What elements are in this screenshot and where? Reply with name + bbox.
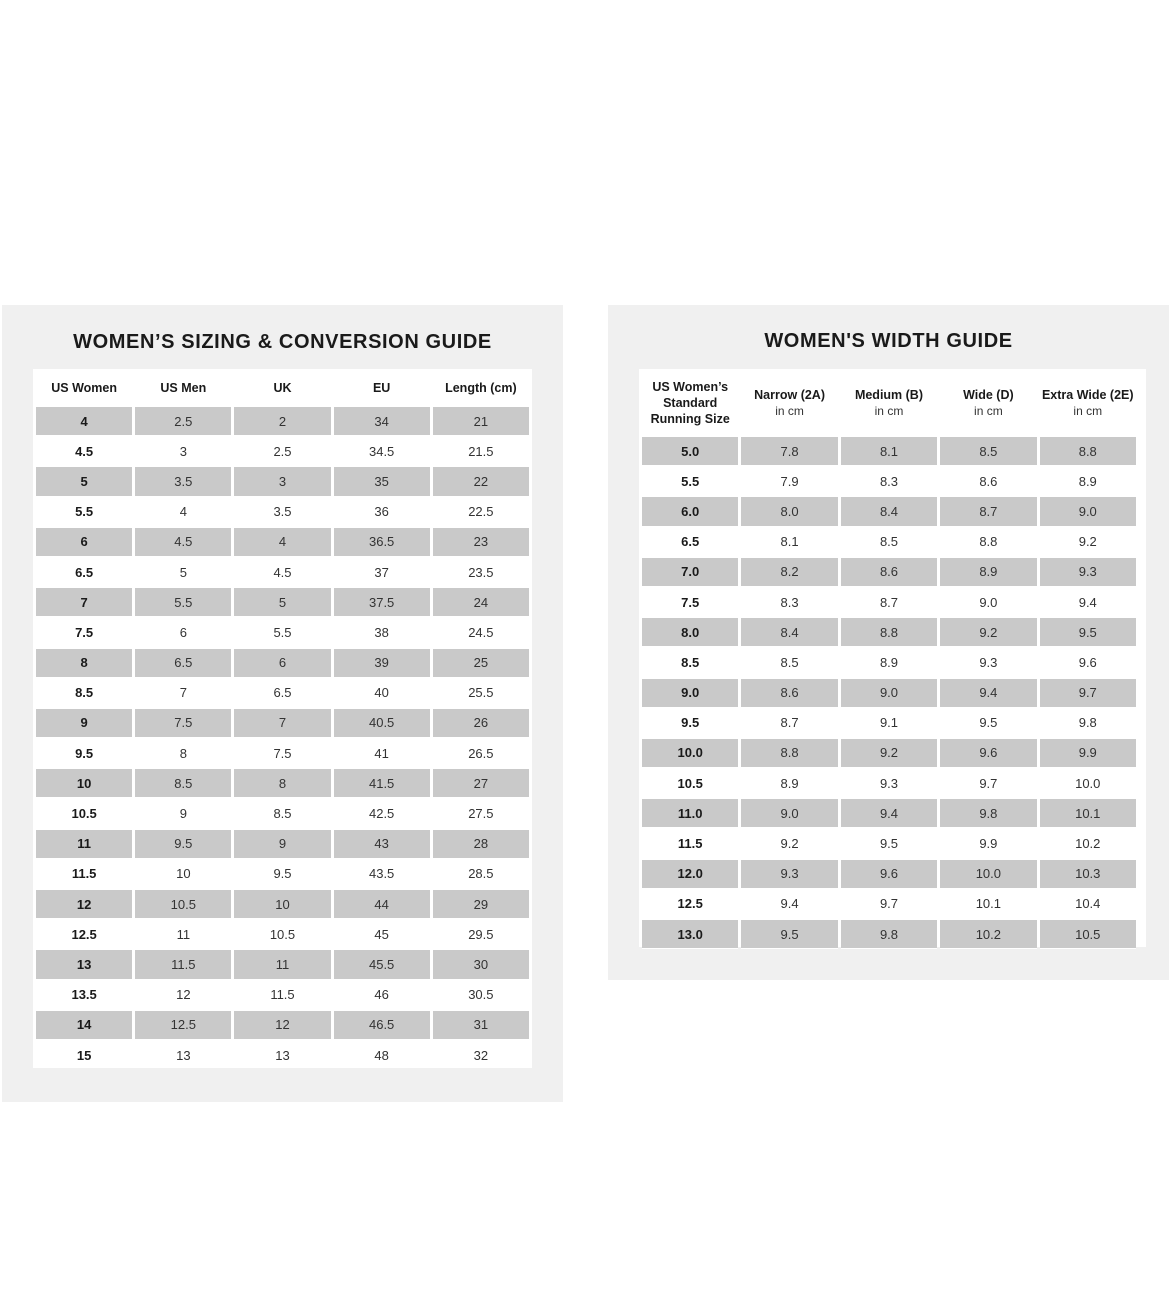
width-table-cell: 10.0 xyxy=(940,859,1036,889)
sizing-table-cell: 5 xyxy=(179,564,187,580)
width-table-cell: 9.2 xyxy=(780,836,799,852)
sizing-table-cell: 13 xyxy=(176,1047,191,1063)
width-table-cell: 8.9 xyxy=(879,654,899,670)
width-table-cell: 9.5 xyxy=(979,715,998,731)
sizing-table-cell: 12 xyxy=(176,987,191,1003)
sizing-table-cell: 13 xyxy=(275,1047,290,1063)
sizing-table-cell: 5.5 xyxy=(273,624,292,640)
sizing-table-row xyxy=(36,829,529,859)
width-table-header-row xyxy=(642,369,1136,436)
sizing-table-cell: 6.5 xyxy=(273,685,292,701)
sizing-table-cell: 11 xyxy=(176,926,191,942)
width-table-cell: 9.8 xyxy=(940,798,1036,828)
width-table-cell: 12.0 xyxy=(642,859,738,889)
sizing-table-row xyxy=(36,406,529,436)
sizing-table-cell: 8 xyxy=(36,648,132,678)
sizing-table-row xyxy=(36,768,529,798)
width-table-cell: 9.1 xyxy=(879,715,899,731)
width-table-cell: 9.4 xyxy=(940,678,1036,708)
width-table-cell: 9.7 xyxy=(879,896,899,912)
sizing-table-row xyxy=(36,708,529,738)
sizing-table-cell: 39 xyxy=(334,648,430,678)
width-table-row xyxy=(642,768,1136,798)
width-table-cell: 9.0 xyxy=(642,678,738,708)
width-header-label: Narrow (2A) xyxy=(754,387,825,402)
width-table-cell: 9.2 xyxy=(1078,534,1097,550)
width-table-cell: 6.5 xyxy=(681,534,700,550)
sizing-table-cell: 7 xyxy=(36,587,132,617)
sizing-table-cell: 46.5 xyxy=(334,1010,430,1040)
sizing-table-cell: 35 xyxy=(334,466,430,496)
width-table-cell: 9.5 xyxy=(681,715,700,731)
sizing-table-cell: 31 xyxy=(433,1010,529,1040)
width-table-cell: 10.1 xyxy=(1040,798,1136,828)
sizing-table-cell: 13.5 xyxy=(71,987,97,1003)
sizing-table-cell: 28.5 xyxy=(468,866,494,882)
sizing-table-cell: 38 xyxy=(374,624,389,640)
sizing-table-header-row xyxy=(36,369,529,406)
width-table-cell: 9.2 xyxy=(940,617,1036,647)
width-table-cell: 9.7 xyxy=(1040,678,1136,708)
width-table-cell: 8.4 xyxy=(741,617,837,647)
width-table-cell: 8.9 xyxy=(940,557,1036,587)
sizing-table-cell: 2.5 xyxy=(135,406,231,436)
width-table-cell: 8.8 xyxy=(841,617,937,647)
width-table-cell: 9.5 xyxy=(741,919,837,949)
width-header-unit: in cm xyxy=(1073,403,1103,418)
sizing-table-cell: 11 xyxy=(36,829,132,859)
sizing-table-cell: 2 xyxy=(234,406,330,436)
width-table-cell: 8.5 xyxy=(780,654,799,670)
sizing-table-cell: 26.5 xyxy=(468,745,494,761)
width-table-cell: 9.4 xyxy=(780,896,799,912)
sizing-table-row xyxy=(36,798,529,828)
width-table-cell: 10.0 xyxy=(642,738,738,768)
sizing-table-cell: 10.5 xyxy=(269,926,296,942)
sizing-table-cell: 22.5 xyxy=(468,504,494,520)
sizing-table-cell: 7.5 xyxy=(273,745,292,761)
sizing-table-cell: 9.5 xyxy=(75,745,94,761)
sizing-table-cell: 5 xyxy=(36,466,132,496)
sizing-table-cell: 9.5 xyxy=(135,829,231,859)
sizing-table-row xyxy=(36,617,529,647)
sizing-table-cell: 6 xyxy=(234,648,330,678)
sizing-table-cell: 24.5 xyxy=(468,624,494,640)
sizing-table-cell: 10 xyxy=(234,889,330,919)
sizing-table-cell: 45 xyxy=(374,926,389,942)
width-table-cell: 8.2 xyxy=(741,557,837,587)
width-table-cell: 9.0 xyxy=(841,678,937,708)
sizing-table-cell: 10.5 xyxy=(71,806,97,822)
sizing-table-cell: 34.5 xyxy=(368,443,395,459)
width-table-cell: 6.0 xyxy=(642,496,738,526)
sizing-table-cell: 44 xyxy=(334,889,430,919)
width-table-cell: 13.0 xyxy=(642,919,738,949)
width-table-row xyxy=(642,919,1136,949)
width-header-unit: in cm xyxy=(874,403,904,418)
width-table-cell: 8.4 xyxy=(841,496,937,526)
sizing-table-cell: 41.5 xyxy=(334,768,430,798)
sizing-table-cell: 6.5 xyxy=(75,564,94,580)
width-table-cell: 8.7 xyxy=(940,496,1036,526)
sizing-table-cell: 5.5 xyxy=(135,587,231,617)
sizing-table-cell: 3 xyxy=(179,443,187,459)
sizing-table-cell: 7.5 xyxy=(135,708,231,738)
width-table-row xyxy=(642,647,1136,677)
width-header-label: Extra Wide (2E) xyxy=(1041,387,1134,402)
sizing-table-cell: 11 xyxy=(234,949,330,979)
sizing-table-card xyxy=(33,369,532,1068)
width-header-label: Medium (B) xyxy=(854,387,923,402)
sizing-table-cell: 11.5 xyxy=(270,987,295,1003)
width-table-card xyxy=(639,369,1146,947)
width-table-row xyxy=(642,859,1136,889)
sizing-table-cell: 2.5 xyxy=(273,443,292,459)
width-table-cell: 11.5 xyxy=(677,836,703,852)
sizing-table-cell: 37 xyxy=(374,564,389,580)
width-table-cell: 9.0 xyxy=(741,798,837,828)
sizing-table-cell: 12 xyxy=(36,889,132,919)
width-table-row xyxy=(642,738,1136,768)
width-table-cell: 8.3 xyxy=(780,594,799,610)
width-table-cell: 9.4 xyxy=(1078,594,1097,610)
sizing-table-cell: 5 xyxy=(234,587,330,617)
sizing-table-cell: 3.5 xyxy=(135,466,231,496)
width-header-cell xyxy=(940,369,1036,436)
sizing-table-cell: 22 xyxy=(433,466,529,496)
width-table-cell: 8.5 xyxy=(940,436,1036,466)
sizing-table-row xyxy=(36,889,529,919)
sizing-table-cell: 9 xyxy=(36,708,132,738)
sizing-table-cell: 14 xyxy=(36,1010,132,1040)
sizing-guide-title: WOMEN’S SIZING & CONVERSION GUIDE xyxy=(73,331,492,353)
sizing-table-cell: 3 xyxy=(234,466,330,496)
sizing-table-cell: 29.5 xyxy=(468,926,494,942)
width-table-cell: 9.0 xyxy=(1040,496,1136,526)
sizing-table-cell: 4.5 xyxy=(135,527,231,557)
sizing-table-body xyxy=(36,406,529,1070)
sizing-table-row xyxy=(36,949,529,979)
width-header-cell xyxy=(1040,369,1136,436)
sizing-table-cell: 25.5 xyxy=(468,685,494,701)
width-table-cell: 10.3 xyxy=(1040,859,1136,889)
width-table-cell: 9.6 xyxy=(940,738,1036,768)
sizing-table-cell: 45.5 xyxy=(334,949,430,979)
width-table-cell: 10.2 xyxy=(1075,836,1101,852)
sizing-table-cell: 48 xyxy=(374,1047,389,1063)
width-table-row xyxy=(642,889,1136,919)
width-table-row xyxy=(642,708,1136,738)
width-table-cell: 10.0 xyxy=(1075,775,1101,791)
sizing-table-cell: 30 xyxy=(433,949,529,979)
sizing-table-row xyxy=(36,587,529,617)
width-table-cell: 10.5 xyxy=(677,775,703,791)
sizing-table-cell: 7.5 xyxy=(75,624,94,640)
width-table-cell: 9.7 xyxy=(979,775,998,791)
sizing-table-cell: 28 xyxy=(433,829,529,859)
sizing-table-cell: 23 xyxy=(433,527,529,557)
width-table-row xyxy=(642,617,1136,647)
sizing-table-cell: 13 xyxy=(36,949,132,979)
width-table-row xyxy=(642,678,1136,708)
width-table-row xyxy=(642,496,1136,526)
sizing-table-cell: 8.5 xyxy=(135,768,231,798)
sizing-table-cell: 43 xyxy=(334,829,430,859)
width-table-cell: 9.8 xyxy=(1078,715,1097,731)
width-table-cell: 5.5 xyxy=(681,473,700,489)
width-table-cell: 9.3 xyxy=(879,775,899,791)
sizing-table-cell: 9 xyxy=(179,806,187,822)
sizing-table-cell: 3.5 xyxy=(273,504,292,520)
sizing-table-row xyxy=(36,648,529,678)
width-guide-table xyxy=(639,369,1139,949)
sizing-table-row xyxy=(36,738,529,768)
width-table-cell: 5.0 xyxy=(642,436,738,466)
sizing-header-cell: US Men xyxy=(160,380,207,395)
width-header-label: US Women’s xyxy=(652,379,729,394)
sizing-table-cell: 23.5 xyxy=(468,564,494,580)
sizing-table-cell: 12.5 xyxy=(71,926,97,942)
width-header-unit: in cm xyxy=(974,403,1003,418)
sizing-table-cell: 7 xyxy=(234,708,330,738)
width-table-cell: 8.6 xyxy=(841,557,937,587)
sizing-table-cell: 4 xyxy=(179,504,187,520)
width-header-label: Standard xyxy=(663,395,718,410)
sizing-table-cell: 4.5 xyxy=(273,564,292,580)
width-table-cell: 8.6 xyxy=(741,678,837,708)
sizing-table-cell: 9.5 xyxy=(273,866,292,882)
width-table-cell: 9.4 xyxy=(841,798,937,828)
width-header-cell xyxy=(841,369,937,436)
sizing-table-row xyxy=(36,1010,529,1040)
width-table-cell: 9.5 xyxy=(1040,617,1136,647)
sizing-table-cell: 10 xyxy=(176,866,191,882)
sizing-table-cell: 10 xyxy=(36,768,132,798)
width-table-cell: 9.9 xyxy=(1040,738,1136,768)
width-table-cell: 9.6 xyxy=(1078,654,1097,670)
sizing-table-cell: 30.5 xyxy=(468,987,494,1003)
sizing-table-cell: 15 xyxy=(76,1047,92,1063)
width-table-cell: 10.5 xyxy=(1040,919,1136,949)
sizing-table-cell: 34 xyxy=(334,406,430,436)
sizing-conversion-table xyxy=(33,369,532,1070)
width-header-cell xyxy=(642,369,738,436)
sizing-table-row xyxy=(36,466,529,496)
width-table-cell: 7.0 xyxy=(642,557,738,587)
sizing-table-cell: 42.5 xyxy=(368,806,395,822)
width-header-label: Wide (D) xyxy=(963,387,1014,402)
width-table-cell: 8.8 xyxy=(1040,436,1136,466)
width-table-cell: 7.5 xyxy=(681,594,700,610)
width-table-cell: 12.5 xyxy=(677,896,703,912)
width-table-cell: 8.9 xyxy=(1078,473,1097,489)
sizing-table-cell: 10.5 xyxy=(135,889,231,919)
sizing-table-cell: 41 xyxy=(374,745,389,761)
width-table-cell: 8.1 xyxy=(780,534,799,550)
sizing-table-row xyxy=(36,436,529,466)
width-table-cell: 8.0 xyxy=(741,496,837,526)
width-table-cell: 9.2 xyxy=(841,738,937,768)
sizing-table-row xyxy=(36,527,529,557)
sizing-table-cell: 40.5 xyxy=(334,708,430,738)
sizing-table-row xyxy=(36,557,529,587)
width-table-cell: 8.9 xyxy=(780,775,799,791)
sizing-conversion-guide-panel xyxy=(2,305,563,1102)
width-table-cell: 11.0 xyxy=(642,798,738,828)
sizing-table-cell: 11.5 xyxy=(71,866,97,882)
sizing-table-row xyxy=(36,919,529,949)
width-table-row xyxy=(642,436,1136,466)
width-table-cell: 9.8 xyxy=(841,919,937,949)
width-table-cell: 10.2 xyxy=(940,919,1036,949)
width-table-cell: 8.7 xyxy=(780,715,799,731)
sizing-table-cell: 29 xyxy=(433,889,529,919)
width-table-cell: 9.3 xyxy=(979,654,998,670)
width-table-cell: 9.3 xyxy=(741,859,837,889)
sizing-table-cell: 43.5 xyxy=(368,866,395,882)
width-table-cell: 8.5 xyxy=(879,534,899,550)
sizing-table-cell: 32 xyxy=(473,1047,489,1063)
sizing-table-cell: 6 xyxy=(36,527,132,557)
width-table-row xyxy=(642,587,1136,617)
sizing-table-cell: 9 xyxy=(234,829,330,859)
width-table-cell: 8.8 xyxy=(979,534,998,550)
sizing-table-cell: 27 xyxy=(433,768,529,798)
sizing-table-row xyxy=(36,980,529,1010)
sizing-table-cell: 12 xyxy=(234,1010,330,1040)
width-header-label: Running Size xyxy=(650,411,730,426)
width-header-cell xyxy=(741,369,837,436)
width-table-cell: 8.1 xyxy=(841,436,937,466)
width-table-cell: 9.5 xyxy=(879,836,899,852)
sizing-table-cell: 7 xyxy=(179,685,187,701)
sizing-table-row xyxy=(36,1040,529,1070)
width-table-cell: 9.6 xyxy=(841,859,937,889)
width-guide-title: WOMEN'S WIDTH GUIDE xyxy=(764,330,1013,352)
width-table-body xyxy=(642,436,1136,949)
width-table-cell: 8.3 xyxy=(879,473,899,489)
sizing-table-cell: 12.5 xyxy=(135,1010,231,1040)
width-guide-panel xyxy=(608,305,1169,980)
sizing-table-cell: 24 xyxy=(433,587,529,617)
sizing-table-cell: 37.5 xyxy=(334,587,430,617)
width-table-cell: 9.9 xyxy=(979,836,998,852)
width-table-cell: 8.6 xyxy=(979,473,998,489)
width-table-cell: 7.8 xyxy=(741,436,837,466)
sizing-table-row xyxy=(36,497,529,527)
sizing-table-cell: 6.5 xyxy=(135,648,231,678)
sizing-header-cell: EU xyxy=(372,380,391,395)
width-table-cell: 7.9 xyxy=(780,473,799,489)
width-table-cell: 8.5 xyxy=(681,654,700,670)
width-table-row xyxy=(642,798,1136,828)
sizing-table-cell: 8 xyxy=(179,745,187,761)
width-header-unit: in cm xyxy=(775,403,804,418)
sizing-table-row xyxy=(36,859,529,889)
sizing-table-cell: 25 xyxy=(433,648,529,678)
sizing-table-cell: 4 xyxy=(36,406,132,436)
sizing-table-cell: 4 xyxy=(234,527,330,557)
sizing-table-cell: 4.5 xyxy=(75,443,94,459)
sizing-header-cell: US Women xyxy=(51,380,117,395)
sizing-table-cell: 36 xyxy=(374,504,389,520)
sizing-table-cell: 5.5 xyxy=(75,504,94,520)
width-table-cell: 8.7 xyxy=(879,594,899,610)
width-table-cell: 8.8 xyxy=(741,738,837,768)
width-table-row xyxy=(642,527,1136,557)
sizing-table-cell: 21.5 xyxy=(468,443,494,459)
sizing-table-cell: 8 xyxy=(234,768,330,798)
sizing-table-cell: 8.5 xyxy=(273,806,292,822)
sizing-table-cell: 8.5 xyxy=(75,685,94,701)
sizing-table-cell: 21 xyxy=(433,406,529,436)
width-table-row xyxy=(642,466,1136,496)
sizing-table-cell: 46 xyxy=(374,987,389,1003)
sizing-header-cell: UK xyxy=(273,380,292,395)
sizing-table-row xyxy=(36,678,529,708)
width-table-row xyxy=(642,557,1136,587)
width-table-cell: 9.3 xyxy=(1040,557,1136,587)
sizing-table-cell: 11.5 xyxy=(135,949,231,979)
sizing-table-cell: 26 xyxy=(433,708,529,738)
sizing-table-cell: 36.5 xyxy=(334,527,430,557)
width-table-row xyxy=(642,828,1136,858)
sizing-header-cell: Length (cm) xyxy=(445,380,517,395)
width-table-cell: 10.4 xyxy=(1075,896,1101,912)
width-table-cell: 8.0 xyxy=(642,617,738,647)
width-table-cell: 9.0 xyxy=(979,594,998,610)
sizing-table-cell: 6 xyxy=(179,624,187,640)
width-table-cell: 10.1 xyxy=(975,896,1002,912)
sizing-table-cell: 40 xyxy=(374,685,389,701)
sizing-table-cell: 27.5 xyxy=(468,806,494,822)
